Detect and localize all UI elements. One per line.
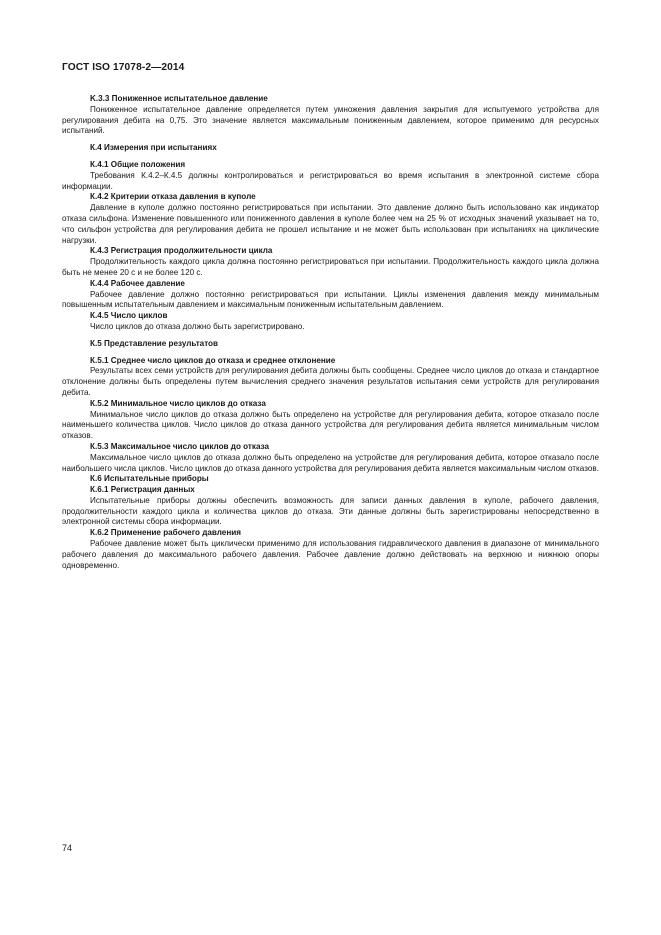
section-heading-k5: К.5 Представление результатов	[90, 338, 219, 348]
page-number: 74	[62, 843, 73, 853]
section-heading-k62: К.6.2 Применение рабочего давления	[90, 528, 241, 538]
document-body	[62, 94, 599, 571]
section-heading-k41: К.4.1 Общие положения	[90, 159, 186, 169]
paragraph-k42: Давление в куполе должно постоянно регистрироваться при испытании. Это давление должно быть использовано как индикатор отказа сильфона. Изменение повышенного или пониженного давления в куполе более чем на 25 % от исходных значений указывает на то, что сильфон устройства для регулирования дебита не прошел испытание и не может быть использован при испытаниях на циклические нагрузки.	[62, 203, 599, 245]
paragraph-k62: Рабочее давление может быть циклически применимо для использования гидравлического давления в диапазоне от минимального рабочего давления до максимального рабочего давления. Рабочее давление должно действовать на верхнюю и нижнюю опоры одновременно.	[62, 539, 599, 570]
section-heading-k51: К.5.1 Среднее число циклов до отказа и среднее отклонение	[90, 355, 336, 365]
paragraph-k43: Продолжительность каждого цикла должна постоянно регистрироваться при испытании. Продолжительность каждого цикла должна быть не менее 20 с и не более 120 с.	[62, 257, 599, 277]
paragraph-k52: Минимальное число циклов до отказа должно быть определено на устройстве для регулирования дебита, которое отказало после наименьшего количества циклов. Число циклов до отказа данного устройства для регулирования дебита является минимальным числом отказов.	[62, 409, 599, 441]
section-heading-k42: К.4.2 Критерии отказа давления в куполе	[90, 192, 256, 202]
section-heading-k53: К.5.3 Максимальное число циклов до отказа	[90, 441, 270, 451]
document-header: ГОСТ ISO 17078-2—2014	[62, 62, 185, 73]
section-heading-k33: K.3.3 Пониженное испытательное давление	[90, 94, 268, 103]
paragraph-k45: Число циклов до отказа должно быть зарегистрировано.	[90, 321, 305, 331]
section-heading-k45: К.4.5 Число циклов	[90, 311, 168, 321]
section-heading-k6: К.6 Испытательные приборы	[90, 474, 209, 484]
paragraph-k41: Требования К.4.2–К.4.5 должны контролироваться и регистрироваться во время испытания в электронной системе сбора информации.	[62, 170, 599, 191]
section-heading-k4: К.4 Измерения при испытаниях	[90, 143, 217, 153]
paragraph-k53: Максимальное число циклов до отказа должно быть определено на устройстве для регулирования дебита, которое отказало после наибольшего числа циклов. Число циклов до отказа данного устройства для регулирования дебита является максимальным числом отказов.	[62, 452, 599, 473]
section-heading-k43: К.4.3 Регистрация продолжительности цикла	[90, 246, 273, 256]
paragraph-k61: Испытательные приборы должны обеспечить возможность для записи данных давления в куполе, рабочего давления, продолжительности каждого цикла и количества циклов до отказа. Эти данные должны быть зарегистрированы непосредственно в электронной системы сбора информации.	[62, 495, 599, 527]
paragraph-k44: Рабочее давление должно постоянно регистрироваться при испытании. Циклы изменения давления между минимальным повышенным испытательным давлением и максимальным пониженным испытательным давлением.	[62, 289, 599, 310]
paragraph-k51: Результаты всех семи устройств для регулирования дебита должны быть сообщены. Среднее число циклов до отказа и стандартное отклонение должны быть определены путем вычисления среднего значения результатов испытания семи устройств для регулирования дебита.	[62, 366, 599, 397]
section-heading-k61: К.6.1 Регистрация данных	[90, 485, 195, 495]
paragraph-k33: Пониженное испытательное давление определяется путем умножения давления закрытия для испытуемого устройства для регулирования дебита на 0,75. Это значение является максимальным пониженным давлением, которое применимо для ресурсных испытаний.	[62, 104, 599, 136]
section-heading-k52: К.5.2 Минимальное число циклов до отказа	[90, 398, 266, 408]
section-heading-k44: К.4.4 Рабочее давление	[90, 278, 185, 288]
